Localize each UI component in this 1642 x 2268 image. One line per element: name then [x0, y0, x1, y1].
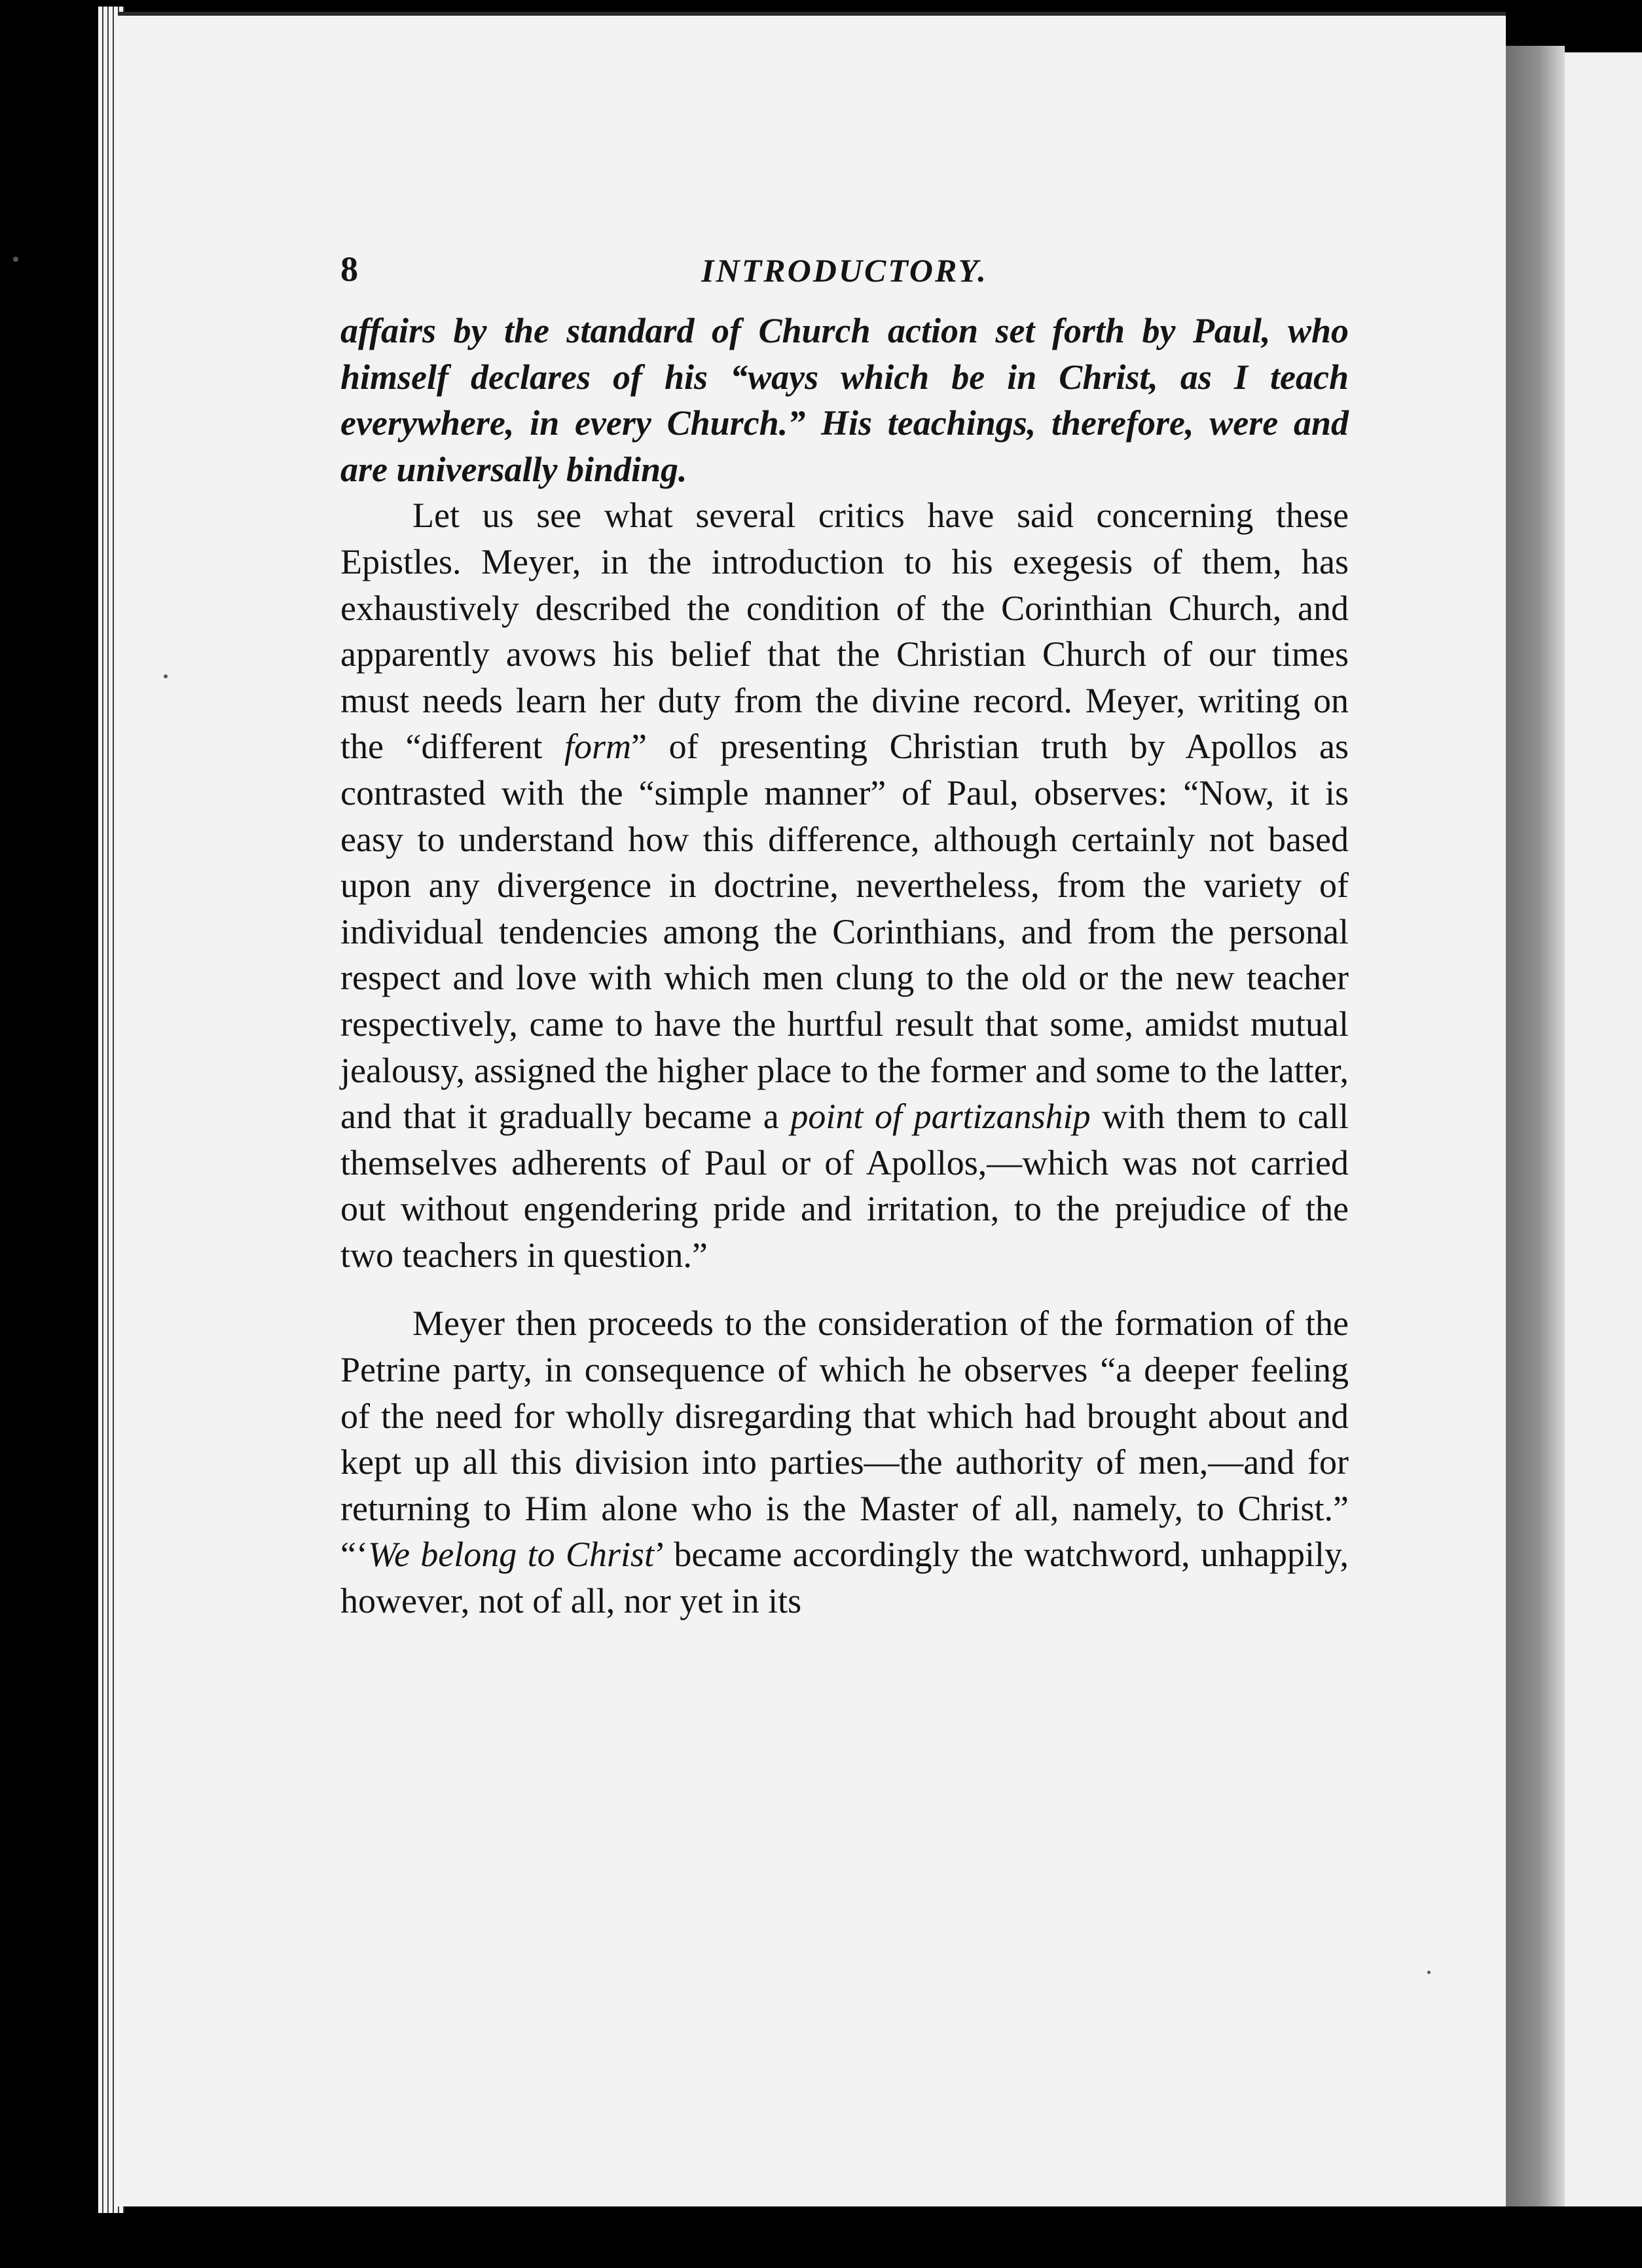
- paragraph-text: with them to call themselves adherents of Paul or of Apollos,—which was not carried out without engendering pride and irritation, to the prejudice of the two teachers in question.”: [340, 1097, 1349, 1275]
- paragraph-petrine: [340, 1300, 1349, 1624]
- italic-phrase-belong: We belong to Christ: [367, 1535, 655, 1575]
- paragraph-text: ’ became accordingly the watchword, unhappily, however, not of all, nor yet in its: [340, 1535, 1349, 1621]
- running-head: INTRODUCTORY.: [701, 252, 988, 289]
- facing-page-edge: [1565, 52, 1642, 2206]
- paragraph-text: Meyer then proceeds to the consideration of the formation of the Petrine party, in consequence of which he observes “a deeper feeling of the need for wholly disregarding that which had brought about and kept up all this division into parties—the authority of men,—and for returning to Him alone who is the Master of all, namely, to Christ.” “‘: [340, 1304, 1349, 1575]
- book-gutter-shadow: [1506, 46, 1565, 2206]
- scan-speck: [13, 257, 18, 262]
- body-text: [340, 308, 1349, 1624]
- paragraph-text: Let us see what several critics have said concerning these Epistles. Meyer, in the introduction to his exegesis of them, has exhaustively described the condition of the Corinthian Church, and apparently avows his belief that the Christian Church of our times must needs learn her duty from the divine record. Meyer, writing on the “different: [340, 496, 1349, 767]
- scan-speck: [164, 674, 168, 678]
- italic-phrase-form: form: [564, 727, 632, 767]
- italic-phrase-partizanship: point of partizanship: [790, 1097, 1091, 1137]
- page-header: [340, 249, 1349, 301]
- paragraph-text: ” of presenting Christian truth by Apollos as contrasted with the “simple manner” of Paul, observes: “Now, it is easy to understand how this difference, although certainly not based upon any divergence in doctrine, nevertheless, from the variety of individual tendencies among the Corinthians, and from the personal respect and love with which men clung to the old or the new teacher respectively, came to have the hurtful result that some, amidst mutual jealousy, assigned the higher place to the former and some to the latter, and that it gradually became a: [340, 727, 1349, 1137]
- page-number: 8: [340, 249, 358, 289]
- paragraph-continued: affairs by the standard of Church action set forth by Paul, who himself declares of his “ways which be in Christ, as I teach everywhere, in every Church.” His teachings, therefore, were and are universally binding.: [340, 311, 1349, 489]
- scan-speck: [1427, 1971, 1431, 1974]
- paragraph-critics: [340, 492, 1349, 1278]
